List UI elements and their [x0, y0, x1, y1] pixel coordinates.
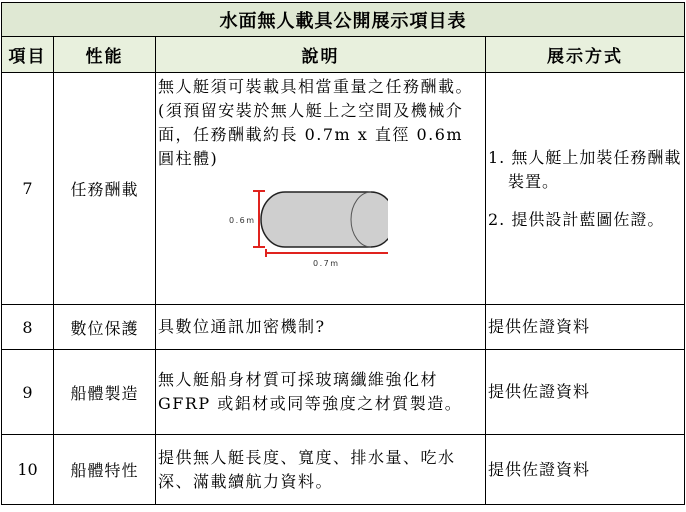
length-label: 0.7m — [313, 259, 340, 268]
item-number: 10 — [2, 435, 54, 505]
header-item: 項目 — [2, 37, 54, 73]
description-cell — [156, 73, 486, 305]
height-label: 0.6m — [229, 216, 256, 225]
demo-item: 2. 提供設計藍圖佐證。 — [488, 209, 665, 229]
item-number: 7 — [2, 73, 54, 305]
performance-label: 船體特性 — [54, 435, 156, 505]
demo-method-text: 提供佐證資料 — [486, 305, 685, 350]
demo-method-cell — [486, 73, 685, 305]
performance-label: 船體製造 — [54, 350, 156, 435]
demo-item: 1. 無人艇上加裝任務酬載裝置。 — [488, 147, 682, 191]
description-text: 無人艇須可裝載具相當重量之任務酬載。(須預留安裝於無人艇上之空間及機械介面，任務酬載約長 0.7m x 直徑 0.6m 圓柱體) — [158, 77, 474, 168]
performance-label: 數位保護 — [54, 305, 156, 350]
description-text: 提供無人艇長度、寬度、排水量、吃水深、滿載續航力資料。 — [156, 435, 486, 505]
table-row — [2, 305, 685, 350]
table-title: 水面無人載具公開展示項目表 — [2, 3, 685, 37]
demo-method-text: 提供佐證資料 — [486, 435, 685, 505]
demo-method-text: 提供佐證資料 — [486, 350, 685, 435]
item-number: 9 — [2, 350, 54, 435]
cylinder-diagram-icon — [158, 185, 388, 270]
table-row — [2, 435, 685, 505]
exhibition-items-table — [1, 2, 685, 505]
table-row — [2, 350, 685, 435]
table-row — [2, 73, 685, 305]
description-text: 無人艇船身材質可採玻璃纖維強化材 GFRP 或鋁材或同等強度之材質製造。 — [156, 350, 486, 435]
header-demo-method: 展示方式 — [486, 37, 685, 73]
header-performance: 性能 — [54, 37, 156, 73]
performance-label: 任務酬載 — [54, 73, 156, 305]
header-description: 說明 — [156, 37, 486, 73]
description-text: 具數位通訊加密機制? — [156, 305, 486, 350]
item-number: 8 — [2, 305, 54, 350]
